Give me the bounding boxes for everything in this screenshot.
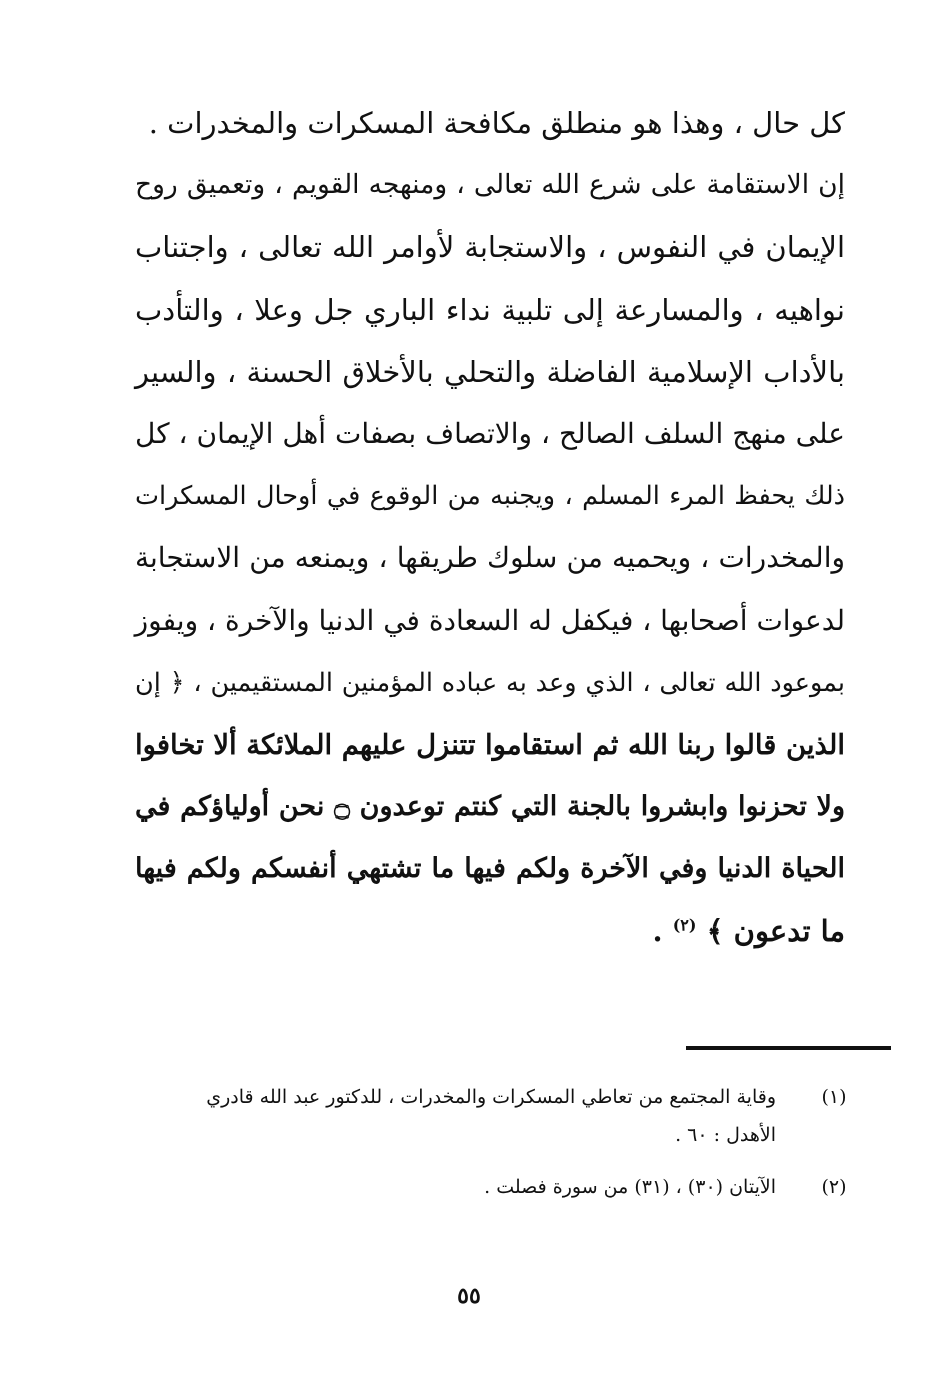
text-line: لدعوات أصحابها ، فيكفل له السعادة في الدنيا والآخرة ، ويفوز [134, 603, 845, 637]
footnotes [140, 1078, 854, 1206]
quran-line: الذين قالوا ربنا الله ثم استقاموا تتنزل عليهم الملائكة ألا تخافوا [134, 728, 845, 761]
footnote-number: (١) [821, 1086, 847, 1108]
footnote-item [140, 1078, 854, 1154]
text-line: الإيمان في النفوس ، والاستجابة لأوامر الله تعالى ، واجتناب [135, 230, 845, 265]
footnote-number: (٢) [821, 1176, 847, 1198]
text-line: نواهيه ، والمسارعة إلى تلبية نداء الباري جل وعلا ، والتأدب [135, 292, 845, 327]
text-line: بالأداب الإسلامية الفاضلة والتحلي بالأخلاق الحسنة ، والسير [135, 354, 845, 389]
footnote-marker: (٢) [672, 915, 697, 935]
quran-line: ولا تحزنوا وابشروا بالجنة التي كنتم توعدون ۝ نحن أولياؤكم في [135, 791, 845, 823]
footnote-text: وقاية المجتمع من تعاطي المسكرات والمخدرات ، للدكتور عبد الله قادري [206, 1086, 776, 1108]
footnote-text: الأهدل : ٦٠ . [675, 1124, 776, 1146]
quran-line-last [135, 900, 845, 962]
end-punctuation: . [652, 914, 663, 949]
page-number: ٥٥ [457, 1283, 481, 1309]
footnote-item [140, 1168, 854, 1206]
text-line: على منهج السلف الصالح ، والاتصاف بصفات أهل الإيمان ، كل [135, 416, 845, 450]
text-line: والمخدرات ، ويحميه من سلوك طريقها ، ويمنعه من الاستجابة [135, 541, 845, 575]
footnote-divider [686, 1046, 891, 1050]
text-line: بموعود الله تعالى ، الذي وعد به عباده المؤمنين المستقيمين ، ﴿ إن [135, 667, 845, 698]
footnote-text: الآيتان (٣٠) ، (٣١) من سورة فصلت . [484, 1176, 776, 1198]
main-text [135, 92, 845, 963]
text-line: إن الاستقامة على شرع الله تعالى ، ومنهجه القويم ، وتعميق روح [135, 169, 845, 201]
text-line: كل حال ، وهذا هو منطلق مكافحة المسكرات والمخدرات . [148, 106, 845, 140]
text-line: ذلك يحفظ المرء المسلم ، ويجنبه من الوقوع في أوحال المسكرات [135, 481, 845, 512]
quran-line: الحياة الدنيا وفي الآخرة ولكم فيها ما تشتهي أنفسكم ولكم فيها [135, 853, 845, 885]
quran-closing-text: ما تدعون ﴾ [706, 914, 845, 949]
